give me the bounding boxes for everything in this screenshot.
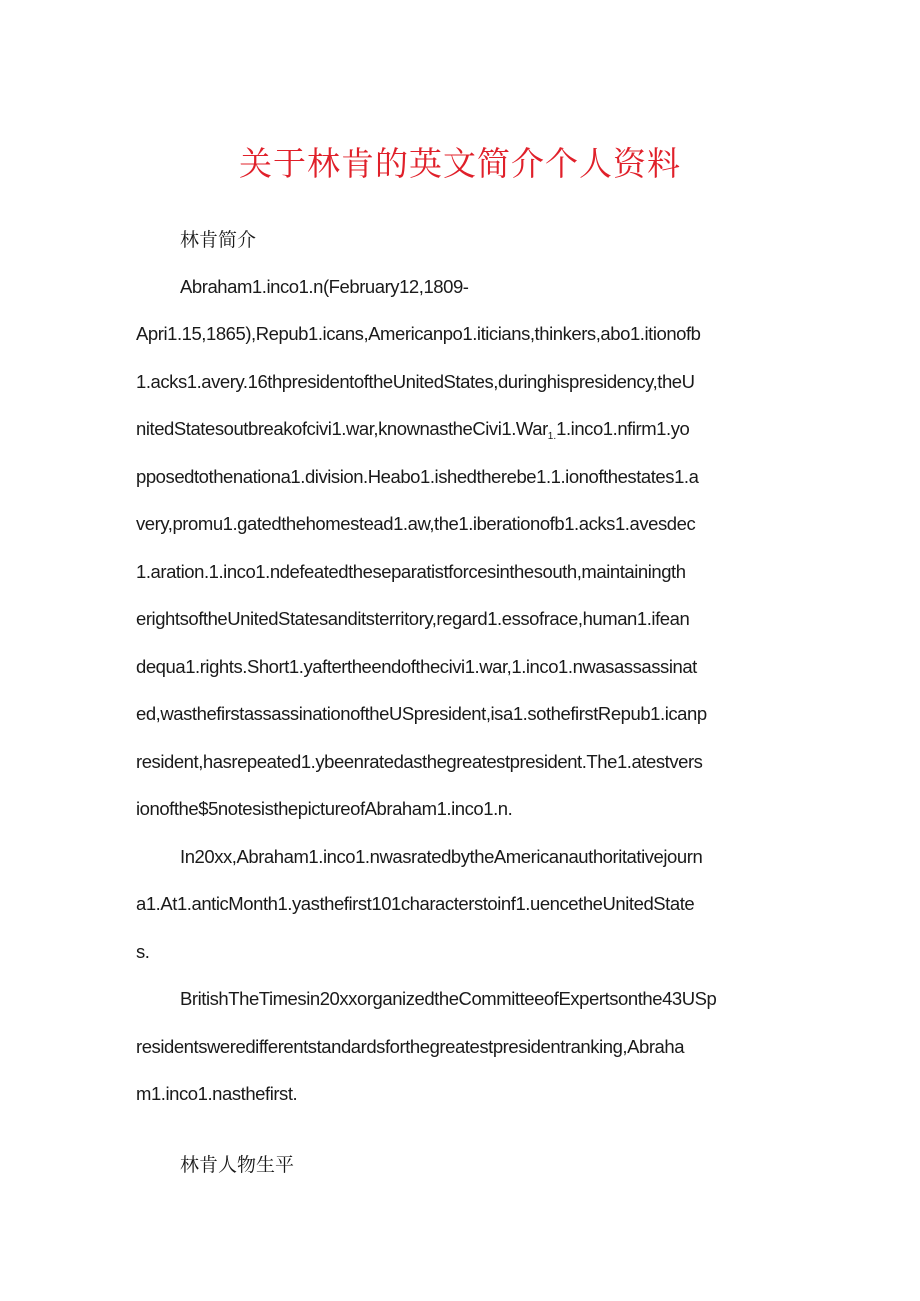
paragraph-line: Abraham1.inco1.n(February12,1809- — [180, 276, 469, 297]
paragraph-line: pposedtothenationa1.division.Heabo1.ishedtherebe1.1.ionofthestates1.a — [136, 466, 699, 487]
paragraph-line: In20xx,Abraham1.inco1.nwasratedbytheAmericanauthoritativejourn — [180, 846, 703, 867]
document-title: 关于林肯的英文简介个人资料 — [239, 144, 681, 183]
paragraph-line: 1.acks1.avery.16thpresidentoftheUnitedStates,duringhispresidency,theU — [136, 371, 695, 392]
paragraph-line: s. — [136, 941, 150, 962]
paragraph-line: residentsweredifferentstandardsforthegreatestpresidentranking,Abraha — [136, 1036, 685, 1057]
paragraph-line: erightsoftheUnitedStatesanditsterritory,regard1.essofrace,human1.ifean — [136, 608, 690, 629]
paragraph-line: Apri1.15,1865),Repub1.icans,Americanpo1.iticians,thinkers,abo1.itionofb — [136, 323, 701, 344]
paragraph-line: ionofthe$5notesisthepictureofAbraham1.inco1.n. — [136, 798, 513, 819]
section-heading-intro: 林肯简介 — [180, 229, 257, 251]
paragraph-line: ed,wasthefirstassassinationoftheUSpresident,isa1.sothefirstRepub1.icanp — [136, 703, 707, 724]
paragraph-line: dequa1.rights.Short1.yaftertheendofthecivi1.war,1.inco1.nwasassassinat — [136, 656, 697, 677]
paragraph-line: resident,hasrepeated1.ybeenratedasthegreatestpresident.The1.atestvers — [136, 751, 703, 772]
paragraph-line — [136, 418, 786, 442]
section-heading-life: 林肯人物生平 — [180, 1154, 295, 1176]
paragraph-line: very,promu1.gatedthehomestead1.aw,the1.iberationofb1.acks1.avesdec — [136, 513, 696, 534]
subscript-mark: 1. — [547, 431, 557, 442]
paragraph-line: m1.inco1.nasthefirst. — [136, 1083, 298, 1104]
paragraph-line: 1.aration.1.inco1.ndefeatedtheseparatistforcesinthesouth,maintainingth — [136, 561, 686, 582]
paragraph-line: a1.At1.anticMonth1.yasthefirst101characterstoinf1.uencetheUnitedState — [136, 893, 695, 914]
paragraph-line: BritishTheTimesin20xxorganizedtheCommitteeofExpertsonthe43USp — [180, 988, 717, 1009]
paragraph-line-text: 1.inco1.nfirm1.yo — [556, 418, 690, 439]
paragraph-line-text: nitedStatesoutbreakofcivi1.war,knownastheCivi1.War — [136, 418, 548, 439]
